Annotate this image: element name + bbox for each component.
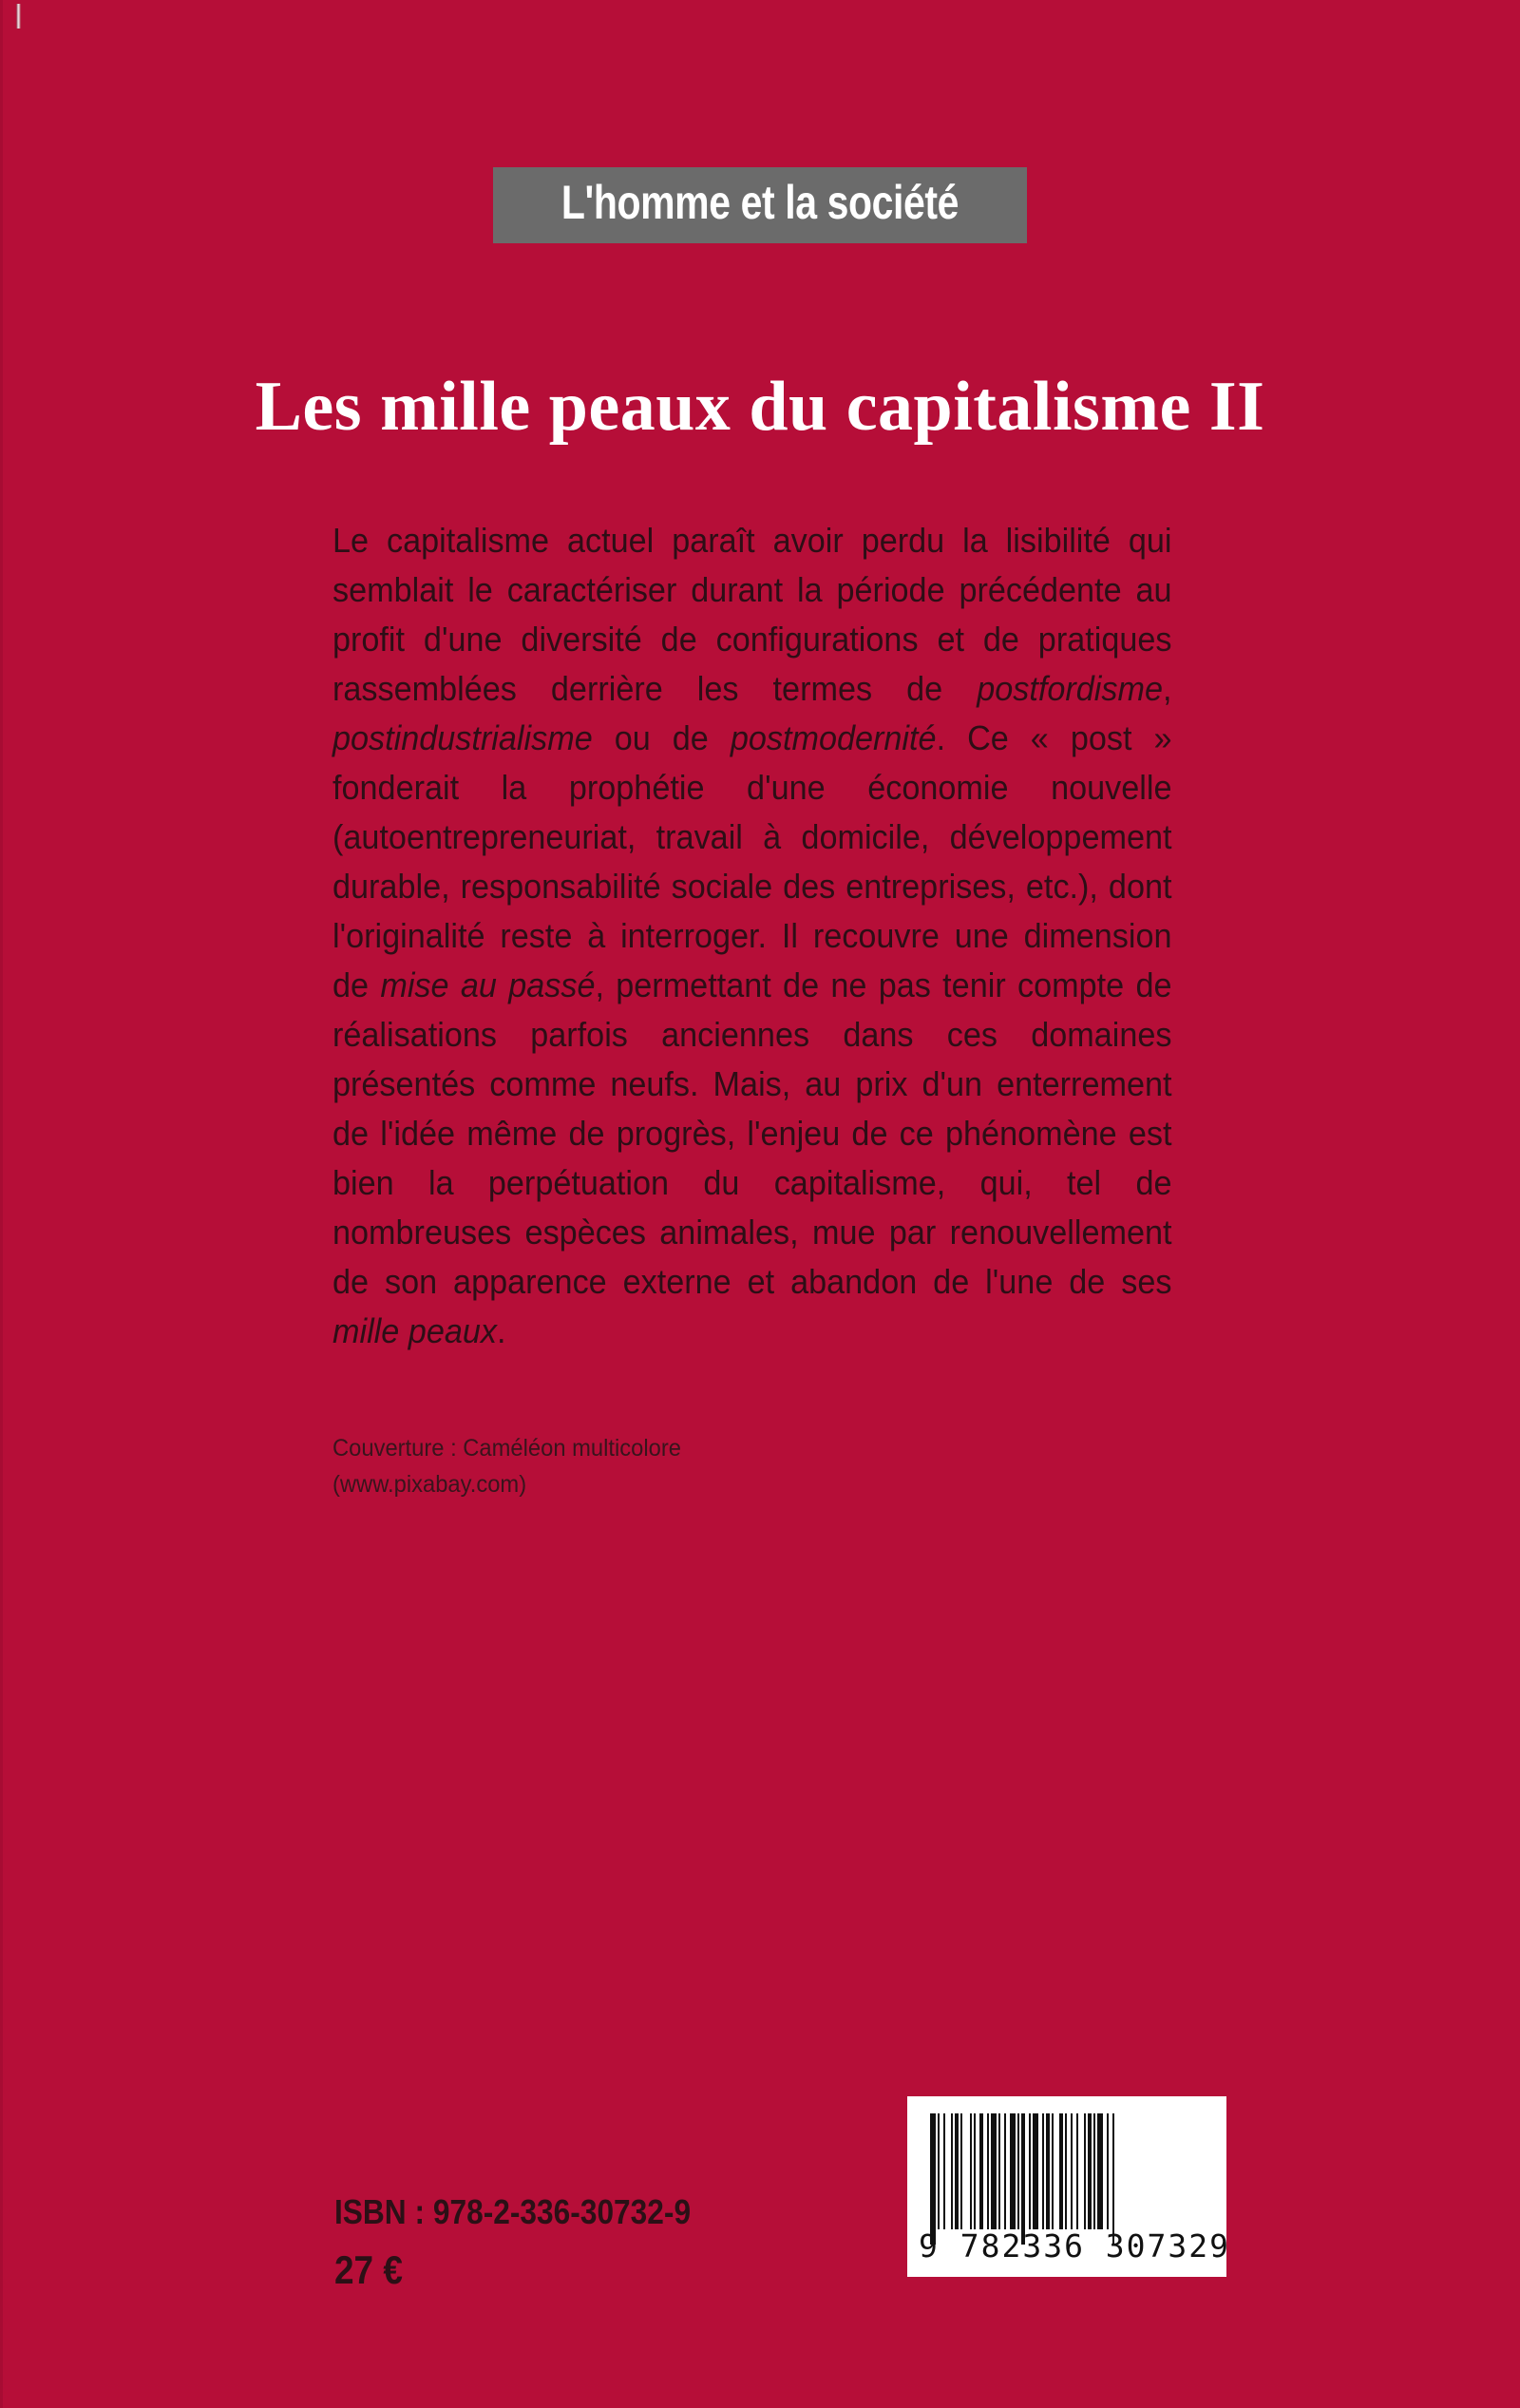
isbn-price-block [334, 2192, 739, 2292]
blurb-part-3: ou de [592, 718, 731, 757]
cover-credit-line-1: Couverture : Caméléon multicolore [332, 1435, 681, 1462]
blurb-emphasis-postindustrialisme: postindustrialisme [332, 718, 593, 757]
blurb-part-2: , [1162, 669, 1172, 708]
cover-credit-line-2: (www.pixabay.com) [332, 1471, 527, 1498]
cover-credit [332, 1430, 964, 1502]
barcode-bars [930, 2113, 1204, 2229]
blurb-emphasis-mille-peaux: mille peaux [332, 1311, 497, 1350]
collection-banner-wrapper [0, 167, 1520, 243]
price-text: 27 € [334, 2247, 403, 2292]
isbn-text: ISBN : 978-2-336-30732-9 [334, 2192, 692, 2231]
book-title: Les mille peaux du capitalisme II [255, 367, 1265, 446]
collection-banner-label: L'homme et la société [560, 176, 960, 229]
spine-fold-marker-icon [16, 4, 21, 29]
blurb-emphasis-postmodernite: postmodernité [730, 718, 937, 757]
barcode-digits: 9 782336 307329 [919, 2227, 1231, 2265]
blurb-part-1: Le capitalisme actuel paraît avoir perdu la lisibilité qui semblait le caractériser durant la période précédente au profit d'une diversité de configurations et de pratiques rassemblées derrière les termes de [332, 521, 1172, 708]
collection-banner [493, 167, 1027, 243]
spine-edge [0, 0, 3, 2408]
barcode-panel [907, 2096, 1231, 2277]
blurb-emphasis-mise-au-passe: mise au passé [380, 965, 596, 1004]
blurb-paragraph [332, 516, 1172, 1356]
blurb-emphasis-postfordisme: postfordisme [977, 669, 1163, 708]
blurb-part-4: . Ce « post » fonderait la prophétie d'une économie nouvelle (autoentrepreneuriat, travail à domicile, développement durable, responsabilité sociale des entreprises, etc.), dont l'originalité reste à interroger. Il recouvre une dimension de [332, 718, 1172, 1004]
blurb-part-6: . [496, 1311, 506, 1350]
blurb-part-5: , permettant de ne pas tenir compte de réalisations parfois anciennes dans ces domaines présentés comme neufs. Mais, au prix d'un enterrement de l'idée même de progrès, l'enjeu de ce phénomène est bien la perpétuation du capitalisme, qui, tel de nombreuses espèces animales, mue par renouvellement de son apparence externe et abandon de l'une de ses [332, 965, 1172, 1301]
